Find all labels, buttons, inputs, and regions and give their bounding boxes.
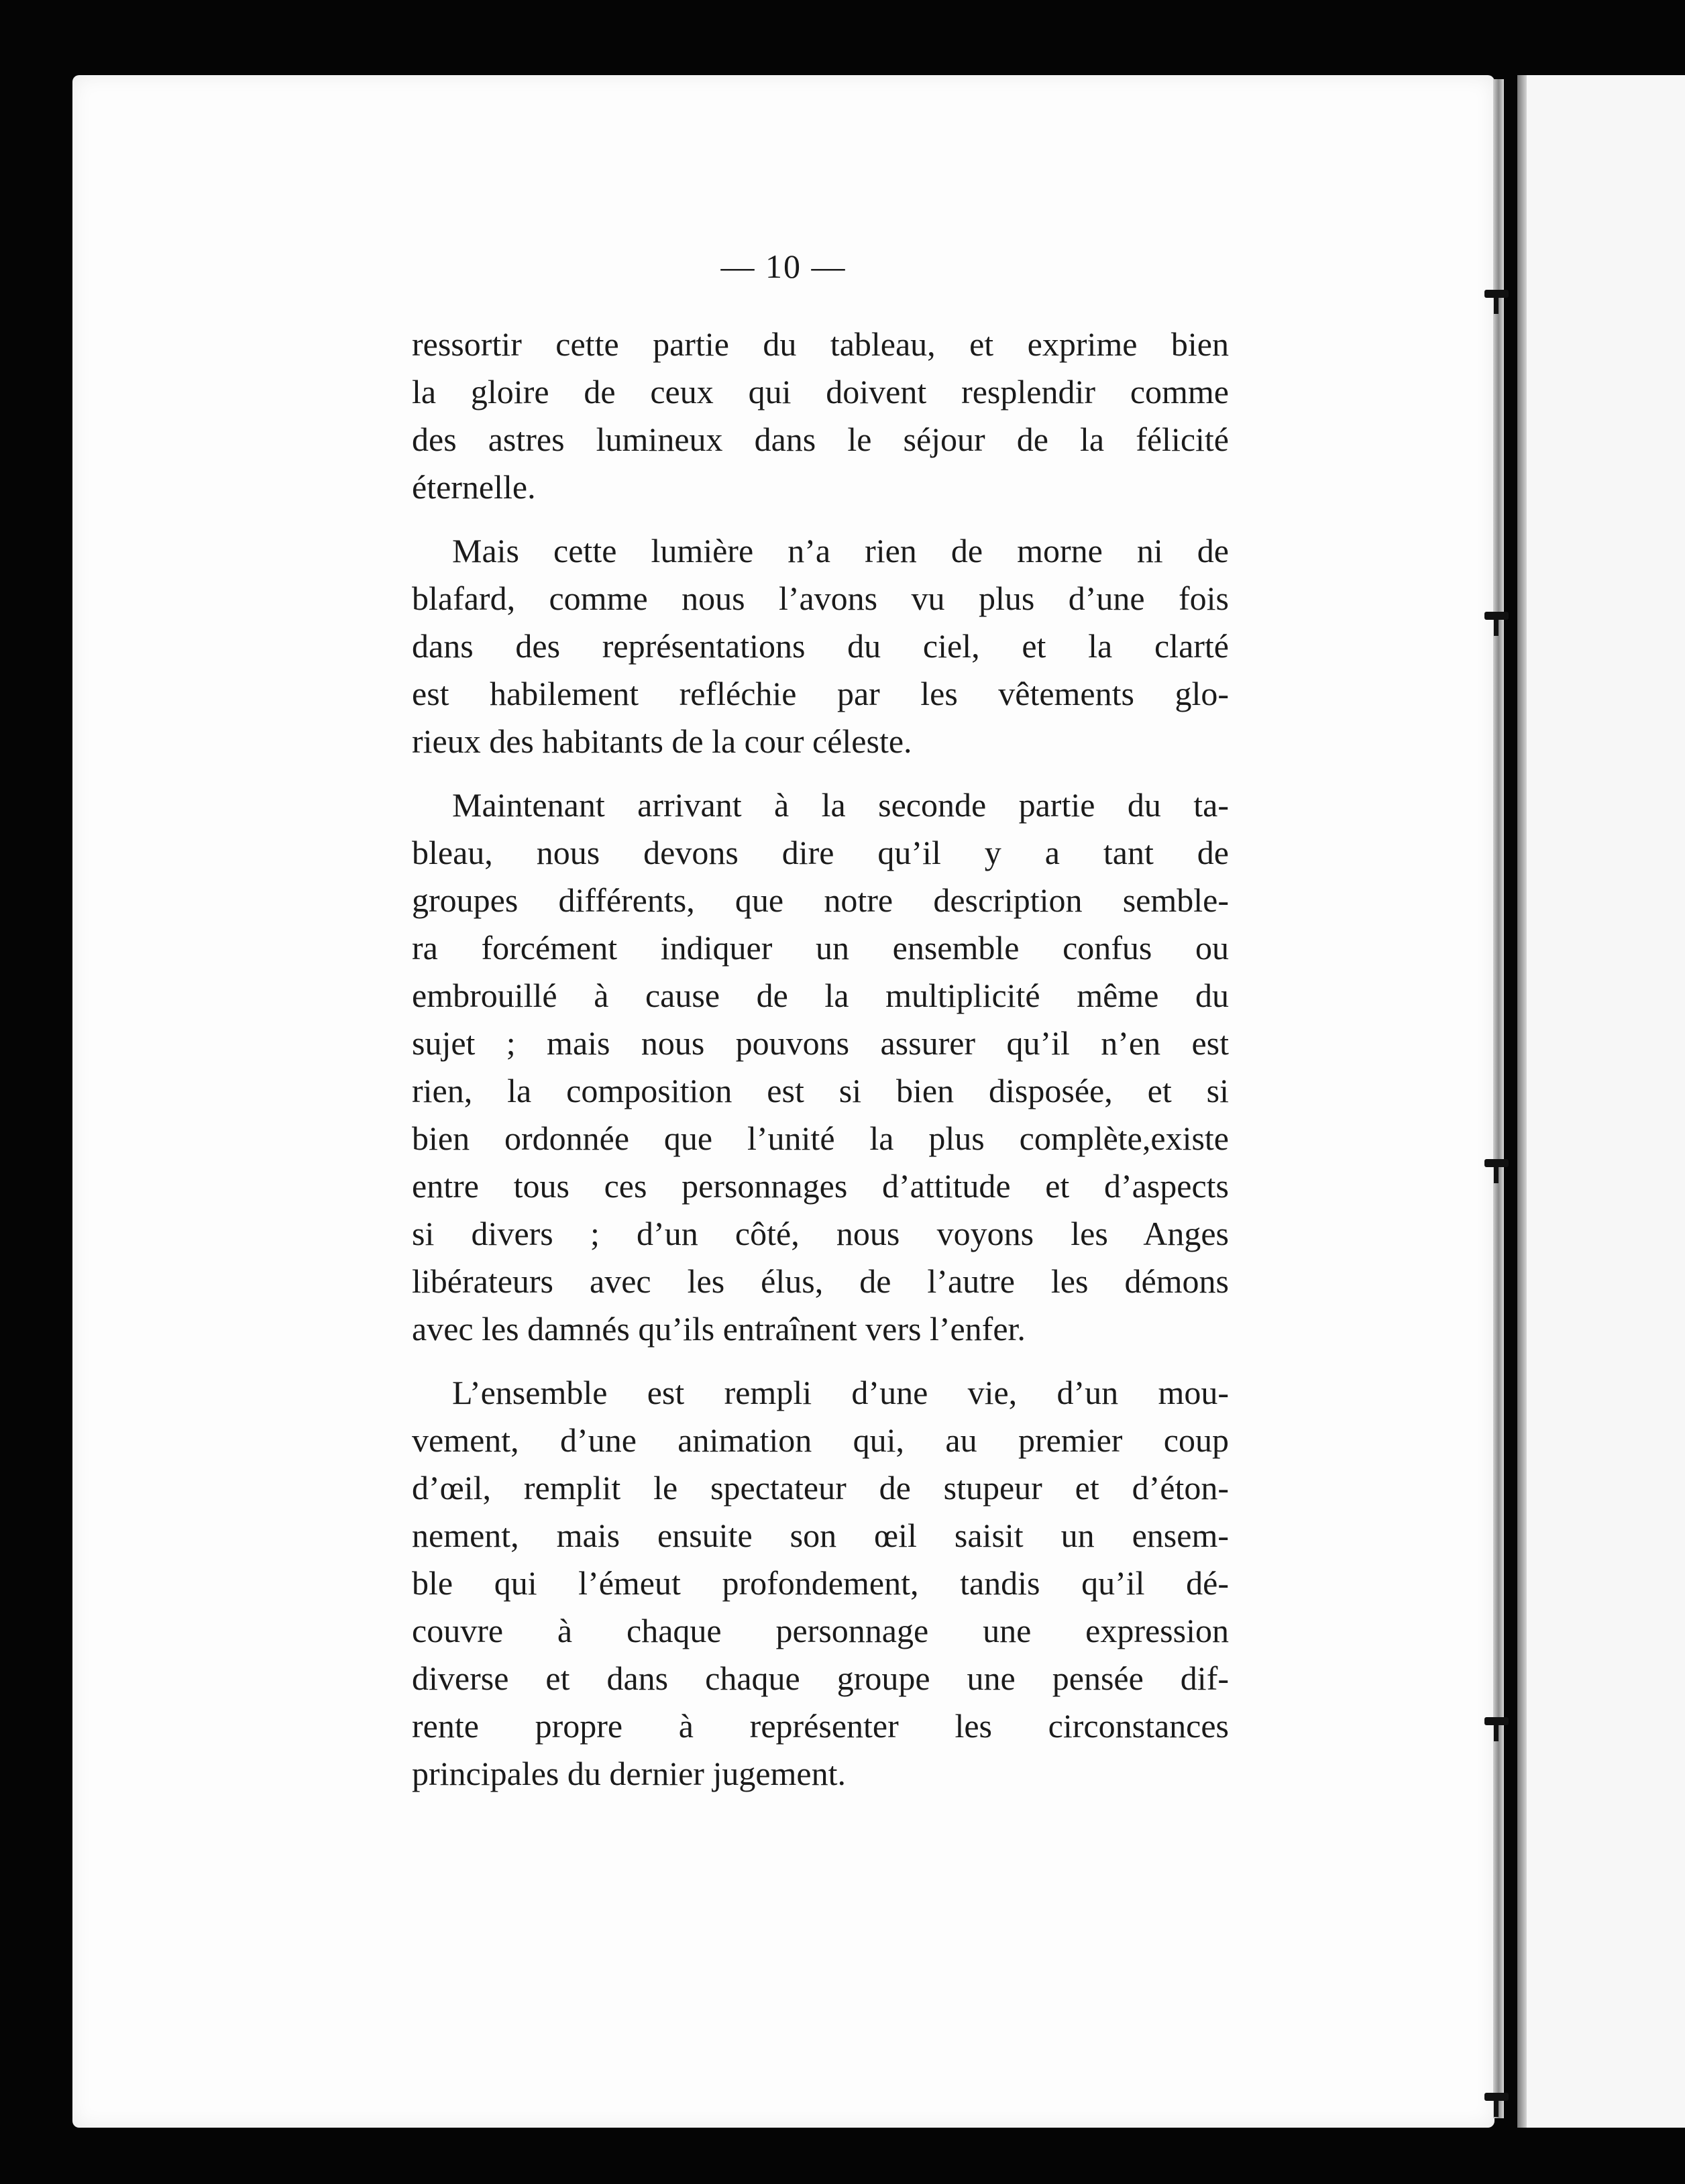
text-line: embrouillé à cause de la multiplicité même du (412, 977, 1229, 1014)
text-line: d’œil, remplit le spectateur de stupeur et d’éton- (412, 1469, 1229, 1507)
text-line: Maintenant arrivant à la seconde partie du ta- (452, 786, 1229, 824)
text-line: ressortir cette partie du tableau, et exprime bien (412, 325, 1229, 363)
text-line: groupes différents, que notre description semble- (412, 881, 1229, 919)
text-line: sujet ; mais nous pouvons assurer qu’il n’en est (412, 1024, 1229, 1062)
text-line: est habilement refléchie par les vêtements glo- (412, 675, 1229, 712)
text-line: éternelle. (412, 468, 536, 506)
adjacent-page (1517, 75, 1685, 2128)
binding-stitch-4 (1484, 1717, 1509, 1725)
page-number: — 10 — (720, 248, 847, 285)
text-line: libérateurs avec les élus, de l’autre les démons (412, 1262, 1229, 1300)
text-line: diverse et dans chaque groupe une pensée dif- (412, 1659, 1229, 1697)
paragraph (412, 1369, 1229, 1798)
paragraph (412, 527, 1229, 765)
text-line: vement, d’une animation qui, au premier coup (412, 1421, 1229, 1459)
text-line: ble qui l’émeut profondement, tandis qu’il dé- (412, 1564, 1229, 1602)
page-binding-edge (1493, 79, 1504, 2118)
text-line: L’ensemble est rempli d’une vie, d’un mou- (452, 1374, 1229, 1411)
text-line: nement, mais ensuite son œil saisit un ensem- (412, 1517, 1229, 1554)
paragraph (412, 781, 1229, 1353)
text-line: la gloire de ceux qui doivent resplendir comme (412, 373, 1229, 411)
text-line: des astres lumineux dans le séjour de la félicité (412, 421, 1229, 458)
text-line: entre tous ces personnages d’attitude et d’aspects (412, 1167, 1229, 1205)
page-body-text (412, 321, 1229, 1814)
text-line: dans des représentations du ciel, et la clarté (412, 627, 1229, 665)
text-line: couvre à chaque personnage une expression (412, 1612, 1229, 1649)
text-line: bleau, nous devons dire qu’il y a tant de (412, 834, 1229, 871)
text-line: ra forcément indiquer un ensemble confus ou (412, 929, 1229, 967)
text-line: principales du dernier jugement. (412, 1755, 846, 1792)
text-line: Mais cette lumière n’a rien de morne ni de (452, 532, 1229, 569)
text-line: rente propre à représenter les circonstances (412, 1707, 1229, 1745)
text-line: rieux des habitants de la cour céleste. (412, 722, 912, 760)
binding-stitch-5 (1484, 2093, 1509, 2101)
binding-stitch-2 (1484, 612, 1509, 620)
binding-stitch-1 (1484, 290, 1509, 298)
text-line: blafard, comme nous l’avons vu plus d’une fois (412, 580, 1229, 617)
text-line: avec les damnés qu’ils entraînent vers l’enfer. (412, 1310, 1026, 1348)
paragraph (412, 321, 1229, 511)
binding-stitch-3 (1484, 1159, 1509, 1167)
adjacent-page-gutter (1517, 75, 1527, 2128)
text-line: rien, la composition est si bien disposée, et si (412, 1072, 1229, 1109)
text-line: bien ordonnée que l’unité la plus complète,existe (412, 1120, 1229, 1157)
text-line: si divers ; d’un côté, nous voyons les Anges (412, 1215, 1229, 1252)
